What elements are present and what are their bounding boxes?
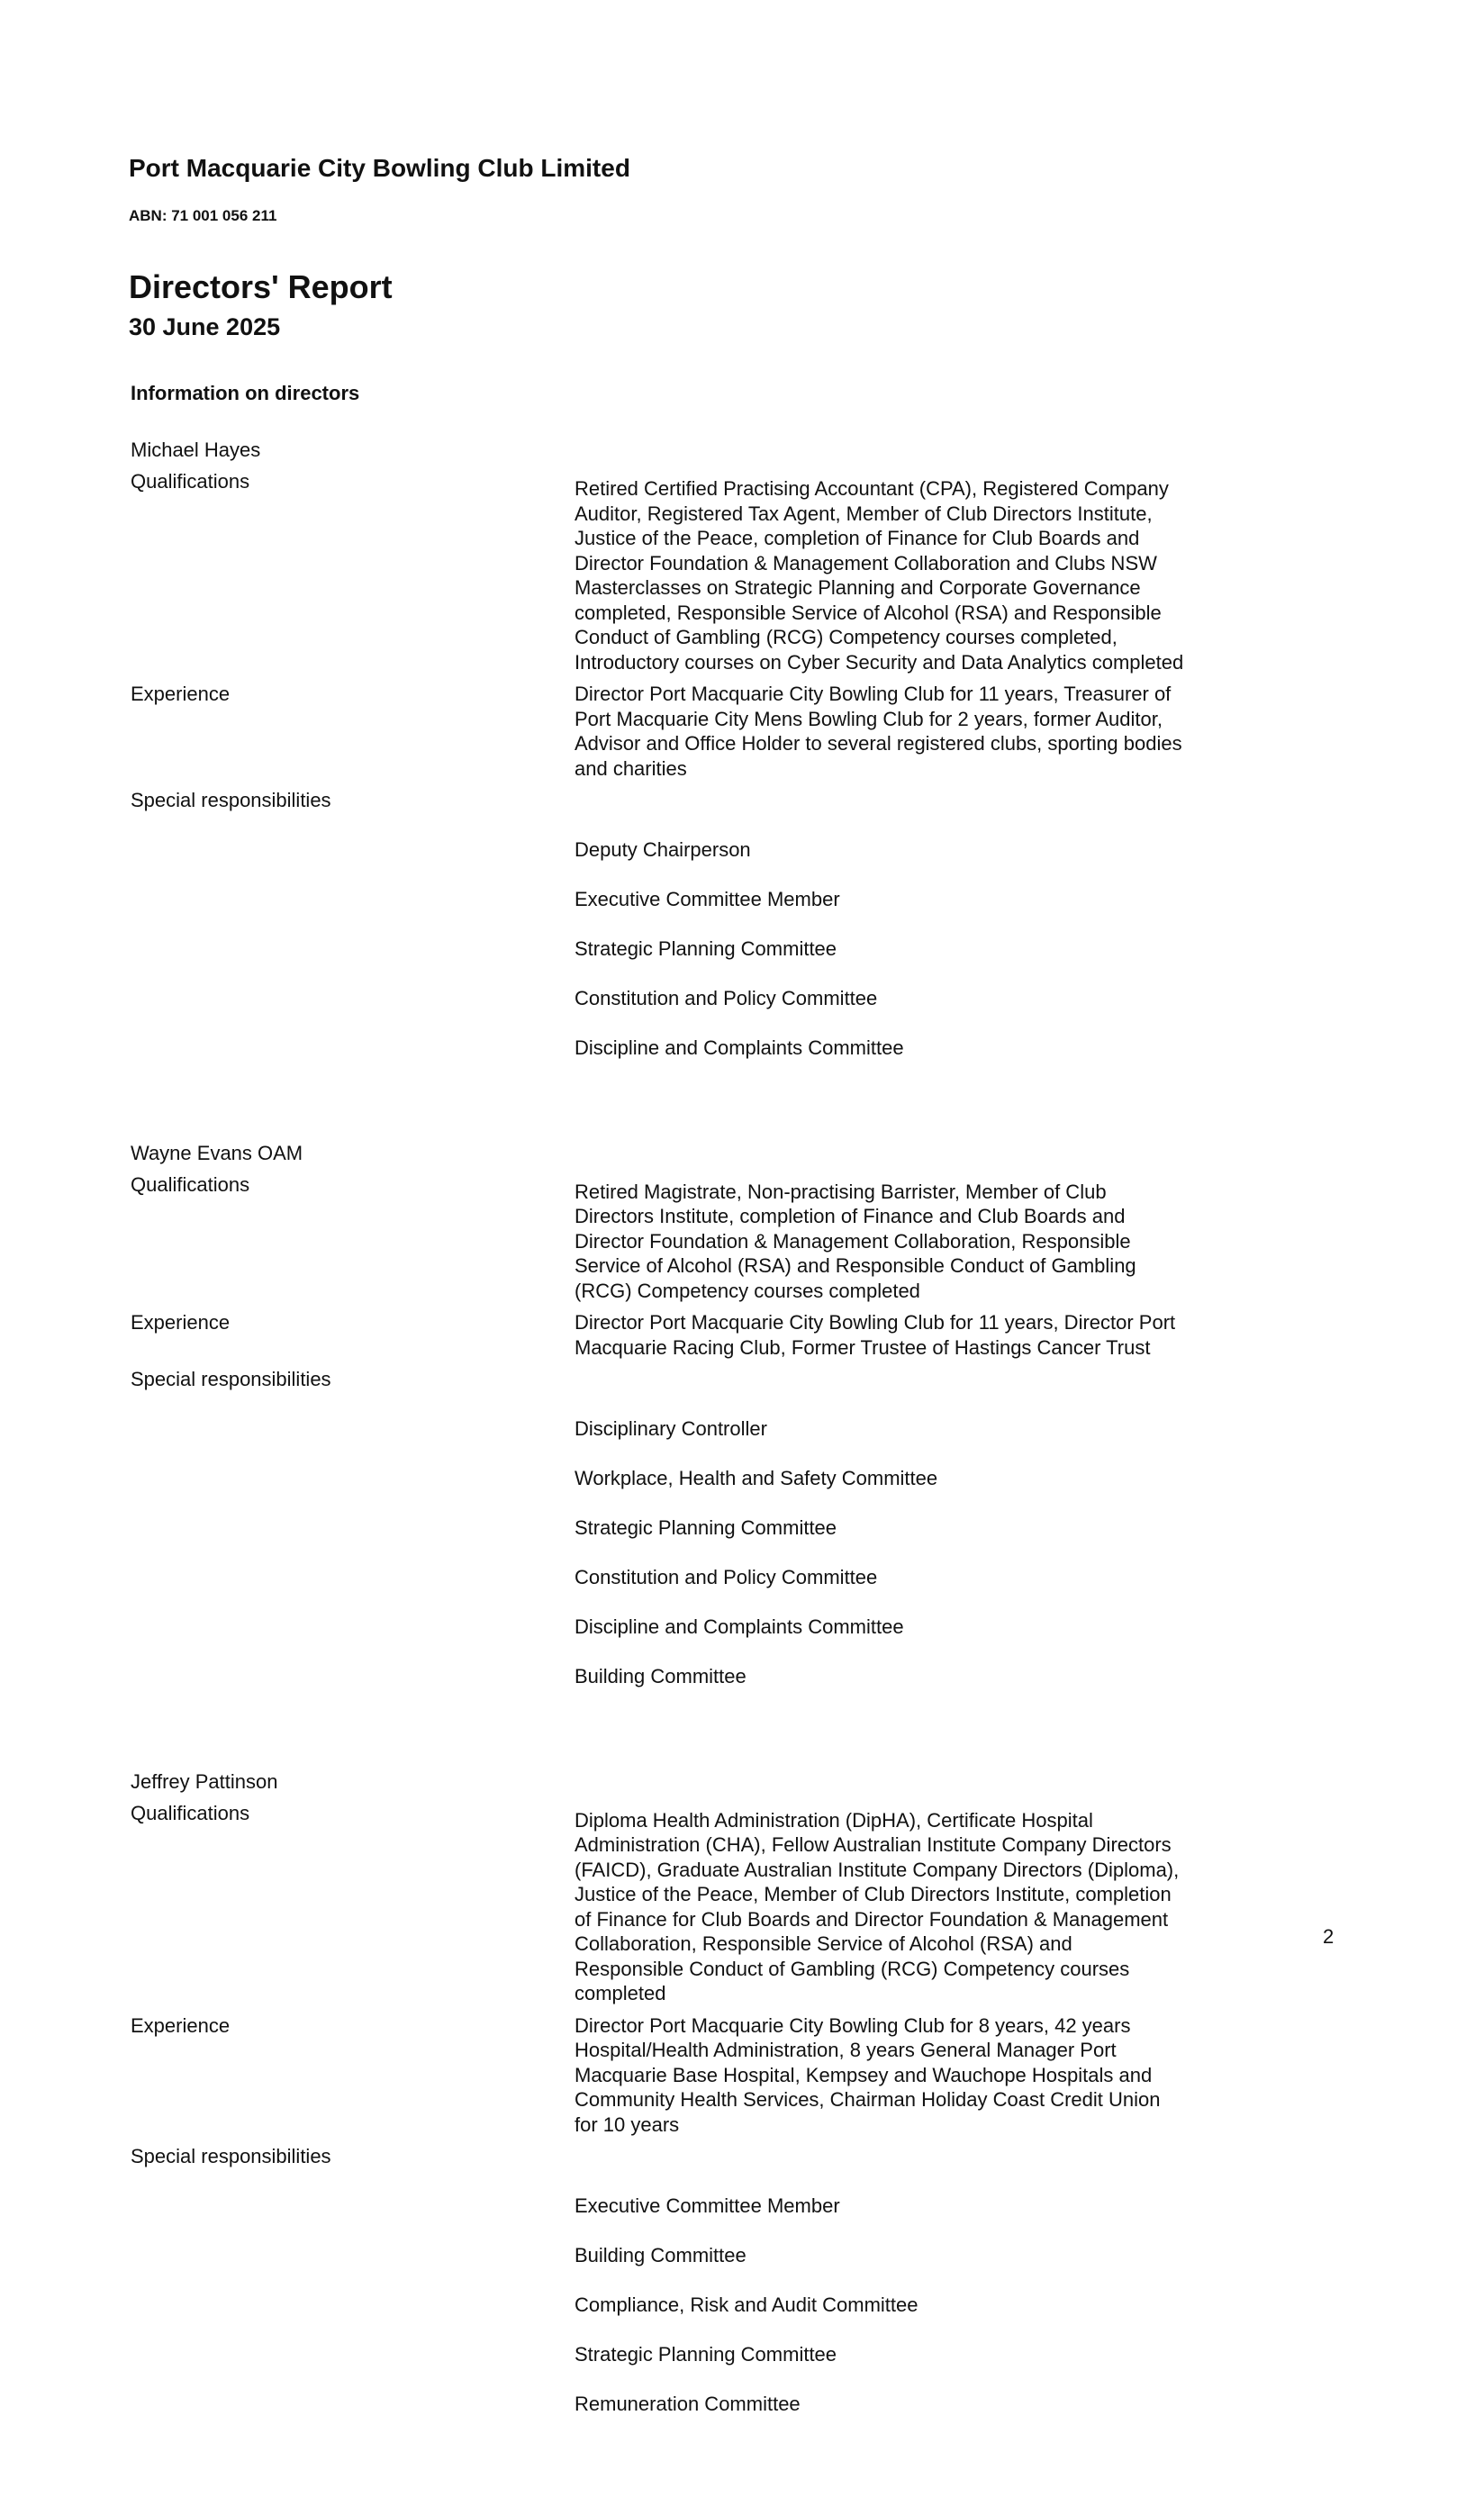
responsibility-item: Discipline and Complaints Committee [575,1036,904,1059]
qualifications-label: Qualifications [131,1172,250,1196]
responsibility-item: Constitution and Policy Committee [575,987,878,1009]
report-date: 30 June 2025 [129,313,281,340]
special-responsibilities-row [131,1367,1265,1739]
responsibility-item: Deputy Chairperson [575,838,751,861]
responsibility-item: Building Committee [575,2244,747,2266]
responsibilities-list [575,2169,1265,2442]
responsibility-item: Constitution and Policy Committee [575,1566,878,1588]
experience-value: Director Port Macquarie City Bowling Club for 11 years, Treasurer of Port Macquarie City Mens Bowling Club for 2 years, former Auditor, Advisor and Office Holder to several registered clubs, sporting bodies and charities [575,683,1182,780]
experience-label: Experience [131,683,231,705]
responsibility-item: Compliance, Risk and Audit Committee [575,2293,918,2316]
special-responsibilities-value [575,2144,1265,2466]
responsibilities-list [575,813,1265,1086]
director-name: Michael Hayes [131,439,261,461]
director-entry [131,1141,1265,1739]
special-responsibilities-value [575,788,1265,1110]
qualifications-label: Qualifications [131,470,250,493]
special-responsibilities-row [131,788,1265,1110]
responsibility-item: Building Committee [575,1665,747,1687]
special-responsibilities-label: Special responsibilities [131,789,331,811]
responsibility-item: Strategic Planning Committee [575,1516,837,1539]
experience-row [131,682,1265,781]
qualifications-label: Qualifications [131,1801,250,1824]
responsibility-item: Strategic Planning Committee [575,2343,837,2366]
experience-row [131,1310,1265,1360]
qualifications-value: Diploma Health Administration (DipHA), Certificate Hospital Administration (CHA), Fellow Australian Institute Company Directors (FAICD), Graduate Australian Institute Company Directors (Diploma), Justice of the Peace, Member of Club Directors Institute, completion of Finance for Club Boards and Director Foundation & Management Collaboration, Responsible Service of Alcohol (RSA) and Responsible Conduct of Gambling (RCG) Competency courses completed [575,1808,1180,2004]
special-responsibilities-value [575,1367,1265,1739]
section-heading: Information on directors [131,382,360,404]
qualifications-value: Retired Certified Practising Accountant (CPA), Registered Company Auditor, Registered Tax Agent, Member of Club Directors Institute, Justice of the Peace, completion of Finance for Club Boards and Director Foundation & Management Collaboration and Clubs NSW Masterclasses on Strategic Planning and Corporate Governance completed, Responsible Service of Alcohol (RSA) and Responsible Conduct of Gambling (RCG) Competency courses completed, Introductory courses on Cyber Security and Data Analytics completed [575,477,1184,674]
director-entry [131,438,1265,1110]
responsibility-item: Disciplinary Controller [575,1417,767,1440]
responsibility-item: Executive Committee Member [575,2194,840,2217]
qualifications-value: Retired Magistrate, Non-practising Barrister, Member of Club Directors Institute, completion of Finance and Club Boards and Director Foundation & Management Collaboration, Responsible Service of Alcohol (RSA) and Responsible Conduct of Gambling (RCG) Competency courses completed [575,1180,1136,1302]
qualifications-row [131,1801,1265,2006]
abn: ABN: 71 001 056 211 [129,207,277,224]
experience-value: Director Port Macquarie City Bowling Club for 8 years, 42 years Hospital/Health Administration, 8 years General Manager Port Macquarie Base Hospital, Kempsey and Wauchope Hospitals and Community Health Services, Chairman Holiday Coast Credit Union for 10 years [575,2013,1161,2136]
responsibility-item: Executive Committee Member [575,888,840,910]
experience-label: Experience [131,2013,231,2037]
directors-list [131,438,1265,2497]
responsibilities-list [575,1392,1265,1714]
responsibility-item: Discipline and Complaints Committee [575,1615,904,1638]
experience-label: Experience [131,1311,231,1334]
responsibility-item: Strategic Planning Committee [575,937,837,960]
qualifications-row [131,469,1265,674]
experience-row [131,2013,1265,2138]
responsibility-item: Workplace, Health and Safety Committee [575,1467,938,1489]
special-responsibilities-row [131,2144,1265,2466]
qualifications-row [131,1172,1265,1304]
page-number: 2 [1323,1925,1335,1948]
report-title: Directors' Report [129,268,393,305]
director-name: Jeffrey Pattinson [131,1769,278,1793]
special-responsibilities-label: Special responsibilities [131,2145,331,2167]
responsibility-item: Remuneration Committee [575,2393,801,2415]
organisation-name: Port Macquarie City Bowling Club Limited [129,154,630,182]
experience-value: Director Port Macquarie City Bowling Club for 11 years, Director Port Macquarie Racing Club, Former Trustee of Hastings Cancer Trust [575,1311,1176,1359]
director-name: Wayne Evans OAM [131,1141,303,1164]
special-responsibilities-label: Special responsibilities [131,1368,331,1390]
director-entry [131,1769,1265,2466]
